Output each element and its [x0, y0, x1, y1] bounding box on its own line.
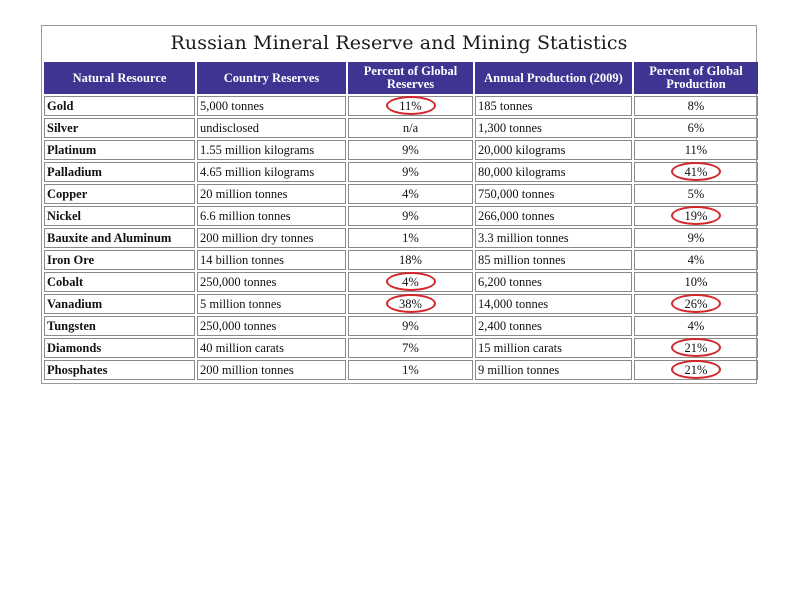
- cell-percent-global-production-value: 6%: [687, 120, 705, 135]
- cell-percent-global-production: [634, 250, 758, 270]
- cell-annual-production: [475, 360, 632, 380]
- cell-percent-global-production: [634, 118, 758, 138]
- cell-percent-global-production-value: 21%: [684, 362, 708, 377]
- cell-annual-production-value: 1,300 tonnes: [478, 120, 542, 135]
- cell-percent-global-reserves-value: 9%: [402, 164, 419, 179]
- cell-country-reserves: [197, 338, 346, 358]
- cell-percent-global-production-value: 41%: [684, 164, 708, 179]
- cell-percent-global-reserves: [348, 250, 473, 270]
- table-row: [44, 206, 758, 226]
- cell-natural-resource-value: Silver: [47, 120, 79, 135]
- cell-percent-global-production-value: 26%: [684, 296, 708, 311]
- cell-percent-global-production-value: 9%: [687, 230, 705, 245]
- cell-annual-production: [475, 162, 632, 182]
- cell-percent-global-reserves: [348, 96, 473, 116]
- cell-percent-global-production-value: 11%: [684, 142, 708, 157]
- cell-country-reserves: [197, 184, 346, 204]
- header-percent-global-reserves: Percent of Global Reserves: [348, 62, 473, 94]
- cell-natural-resource-value: Platinum: [47, 142, 97, 157]
- cell-natural-resource: [44, 228, 195, 248]
- cell-percent-global-reserves-value: 4%: [402, 186, 419, 201]
- cell-percent-global-production-value: 21%: [684, 340, 708, 355]
- cell-percent-global-reserves-value: 7%: [402, 340, 419, 355]
- header-row: [44, 62, 758, 94]
- cell-natural-resource: [44, 162, 195, 182]
- cell-natural-resource-value: Iron Ore: [47, 252, 95, 267]
- cell-country-reserves-value: 20 million tonnes: [200, 186, 288, 201]
- cell-annual-production: [475, 206, 632, 226]
- cell-country-reserves-value: undisclosed: [200, 120, 260, 135]
- table-row: [44, 96, 758, 116]
- header-country-reserves: Country Reserves: [197, 62, 346, 94]
- cell-country-reserves: [197, 140, 346, 160]
- cell-country-reserves: [197, 162, 346, 182]
- cell-annual-production: [475, 118, 632, 138]
- cell-percent-global-production: [634, 360, 758, 380]
- cell-country-reserves-value: 5,000 tonnes: [200, 98, 264, 113]
- cell-annual-production-value: 14,000 tonnes: [478, 296, 549, 311]
- table-body: [44, 96, 758, 380]
- cell-percent-global-production-value: 4%: [687, 252, 705, 267]
- cell-percent-global-production: [634, 294, 758, 314]
- cell-percent-global-reserves-value: 9%: [402, 318, 419, 333]
- cell-annual-production-value: 80,000 kilograms: [478, 164, 566, 179]
- table-row: [44, 140, 758, 160]
- cell-natural-resource: [44, 206, 195, 226]
- cell-percent-global-reserves-value: 4%: [402, 274, 419, 289]
- cell-natural-resource: [44, 294, 195, 314]
- cell-percent-global-reserves-value: 9%: [402, 208, 419, 223]
- cell-country-reserves-value: 250,000 tonnes: [200, 274, 277, 289]
- table-row: [44, 228, 758, 248]
- cell-percent-global-reserves: [348, 184, 473, 204]
- cell-percent-global-reserves: [348, 360, 473, 380]
- cell-natural-resource-value: Cobalt: [47, 274, 84, 289]
- cell-natural-resource-value: Diamonds: [47, 340, 102, 355]
- cell-annual-production-value: 6,200 tonnes: [478, 274, 542, 289]
- cell-annual-production-value: 20,000 kilograms: [478, 142, 566, 157]
- cell-percent-global-reserves: [348, 162, 473, 182]
- cell-annual-production-value: 85 million tonnes: [478, 252, 566, 267]
- table-row: [44, 118, 758, 138]
- cell-annual-production: [475, 272, 632, 292]
- cell-percent-global-reserves: [348, 272, 473, 292]
- cell-country-reserves-value: 5 million tonnes: [200, 296, 282, 311]
- cell-country-reserves-value: 200 million tonnes: [200, 362, 294, 377]
- table-row: [44, 162, 758, 182]
- cell-country-reserves: [197, 206, 346, 226]
- cell-annual-production: [475, 316, 632, 336]
- cell-natural-resource-value: Nickel: [47, 208, 82, 223]
- cell-natural-resource: [44, 316, 195, 336]
- cell-percent-global-production: [634, 272, 758, 292]
- header-percent-global-production: Percent of Global Production: [634, 62, 758, 94]
- cell-natural-resource: [44, 272, 195, 292]
- table-row: [44, 250, 758, 270]
- cell-percent-global-reserves: [348, 118, 473, 138]
- cell-country-reserves-value: 4.65 million kilograms: [200, 164, 315, 179]
- cell-country-reserves: [197, 360, 346, 380]
- cell-natural-resource-value: Vanadium: [47, 296, 103, 311]
- cell-annual-production-value: 750,000 tonnes: [478, 186, 555, 201]
- cell-percent-global-production-value: 4%: [687, 318, 705, 333]
- cell-percent-global-production: [634, 140, 758, 160]
- cell-annual-production-value: 266,000 tonnes: [478, 208, 555, 223]
- cell-country-reserves: [197, 272, 346, 292]
- cell-country-reserves-value: 250,000 tonnes: [200, 318, 277, 333]
- cell-annual-production: [475, 96, 632, 116]
- cell-natural-resource: [44, 184, 195, 204]
- table-row: [44, 360, 758, 380]
- cell-percent-global-production: [634, 162, 758, 182]
- cell-percent-global-reserves: [348, 206, 473, 226]
- table-row: [44, 294, 758, 314]
- cell-natural-resource-value: Gold: [47, 98, 74, 113]
- cell-percent-global-reserves-value: n/a: [402, 120, 419, 135]
- cell-natural-resource-value: Tungsten: [47, 318, 96, 333]
- cell-country-reserves: [197, 294, 346, 314]
- cell-annual-production: [475, 140, 632, 160]
- cell-annual-production-value: 15 million carats: [478, 340, 563, 355]
- cell-natural-resource-value: Bauxite and Aluminum: [47, 230, 172, 245]
- cell-natural-resource-value: Copper: [47, 186, 88, 201]
- cell-percent-global-reserves: [348, 338, 473, 358]
- cell-percent-global-production: [634, 316, 758, 336]
- mineral-statistics-panel: [41, 25, 757, 384]
- cell-annual-production-value: 2,400 tonnes: [478, 318, 542, 333]
- cell-percent-global-reserves: [348, 294, 473, 314]
- cell-annual-production-value: 3.3 million tonnes: [478, 230, 569, 245]
- cell-country-reserves: [197, 118, 346, 138]
- cell-percent-global-reserves-value: 38%: [399, 296, 422, 311]
- cell-percent-global-reserves-value: 1%: [402, 230, 419, 245]
- cell-country-reserves-value: 6.6 million tonnes: [200, 208, 291, 223]
- cell-annual-production: [475, 294, 632, 314]
- cell-percent-global-production: [634, 338, 758, 358]
- cell-natural-resource: [44, 338, 195, 358]
- cell-annual-production-value: 185 tonnes: [478, 98, 533, 113]
- cell-percent-global-production: [634, 96, 758, 116]
- cell-country-reserves: [197, 228, 346, 248]
- cell-annual-production: [475, 250, 632, 270]
- mineral-statistics-table: [42, 60, 760, 382]
- cell-percent-global-reserves: [348, 140, 473, 160]
- cell-natural-resource: [44, 250, 195, 270]
- table-title: Russian Mineral Reserve and Mining Statistics: [170, 32, 628, 54]
- cell-percent-global-production-value: 10%: [684, 274, 708, 289]
- cell-percent-global-reserves: [348, 316, 473, 336]
- table-row: [44, 184, 758, 204]
- cell-country-reserves-value: 1.55 million kilograms: [200, 142, 315, 157]
- cell-percent-global-production: [634, 228, 758, 248]
- cell-country-reserves: [197, 250, 346, 270]
- cell-annual-production: [475, 338, 632, 358]
- cell-percent-global-production: [634, 206, 758, 226]
- cell-country-reserves-value: 40 million carats: [200, 340, 285, 355]
- cell-percent-global-reserves-value: 9%: [402, 142, 419, 157]
- cell-natural-resource: [44, 96, 195, 116]
- cell-country-reserves: [197, 316, 346, 336]
- cell-annual-production-value: 9 million tonnes: [478, 362, 560, 377]
- cell-percent-global-production-value: 5%: [687, 186, 705, 201]
- cell-percent-global-production-value: 19%: [684, 208, 708, 223]
- table-row: [44, 338, 758, 358]
- cell-percent-global-reserves: [348, 228, 473, 248]
- cell-annual-production: [475, 228, 632, 248]
- cell-country-reserves-value: 14 billion tonnes: [200, 252, 285, 267]
- cell-natural-resource: [44, 140, 195, 160]
- cell-percent-global-reserves-value: 1%: [402, 362, 419, 377]
- cell-natural-resource: [44, 118, 195, 138]
- cell-natural-resource-value: Palladium: [47, 164, 102, 179]
- cell-natural-resource: [44, 360, 195, 380]
- table-row: [44, 272, 758, 292]
- cell-percent-global-production-value: 8%: [687, 98, 705, 113]
- cell-annual-production: [475, 184, 632, 204]
- cell-percent-global-production: [634, 184, 758, 204]
- cell-percent-global-reserves-value: 18%: [399, 252, 422, 267]
- table-row: [44, 316, 758, 336]
- header-natural-resource: Natural Resource: [44, 62, 195, 94]
- header-annual-production: Annual Production (2009): [475, 62, 632, 94]
- cell-natural-resource-value: Phosphates: [47, 362, 108, 377]
- cell-country-reserves: [197, 96, 346, 116]
- cell-country-reserves-value: 200 million dry tonnes: [200, 230, 314, 245]
- cell-percent-global-reserves-value: 11%: [399, 98, 422, 113]
